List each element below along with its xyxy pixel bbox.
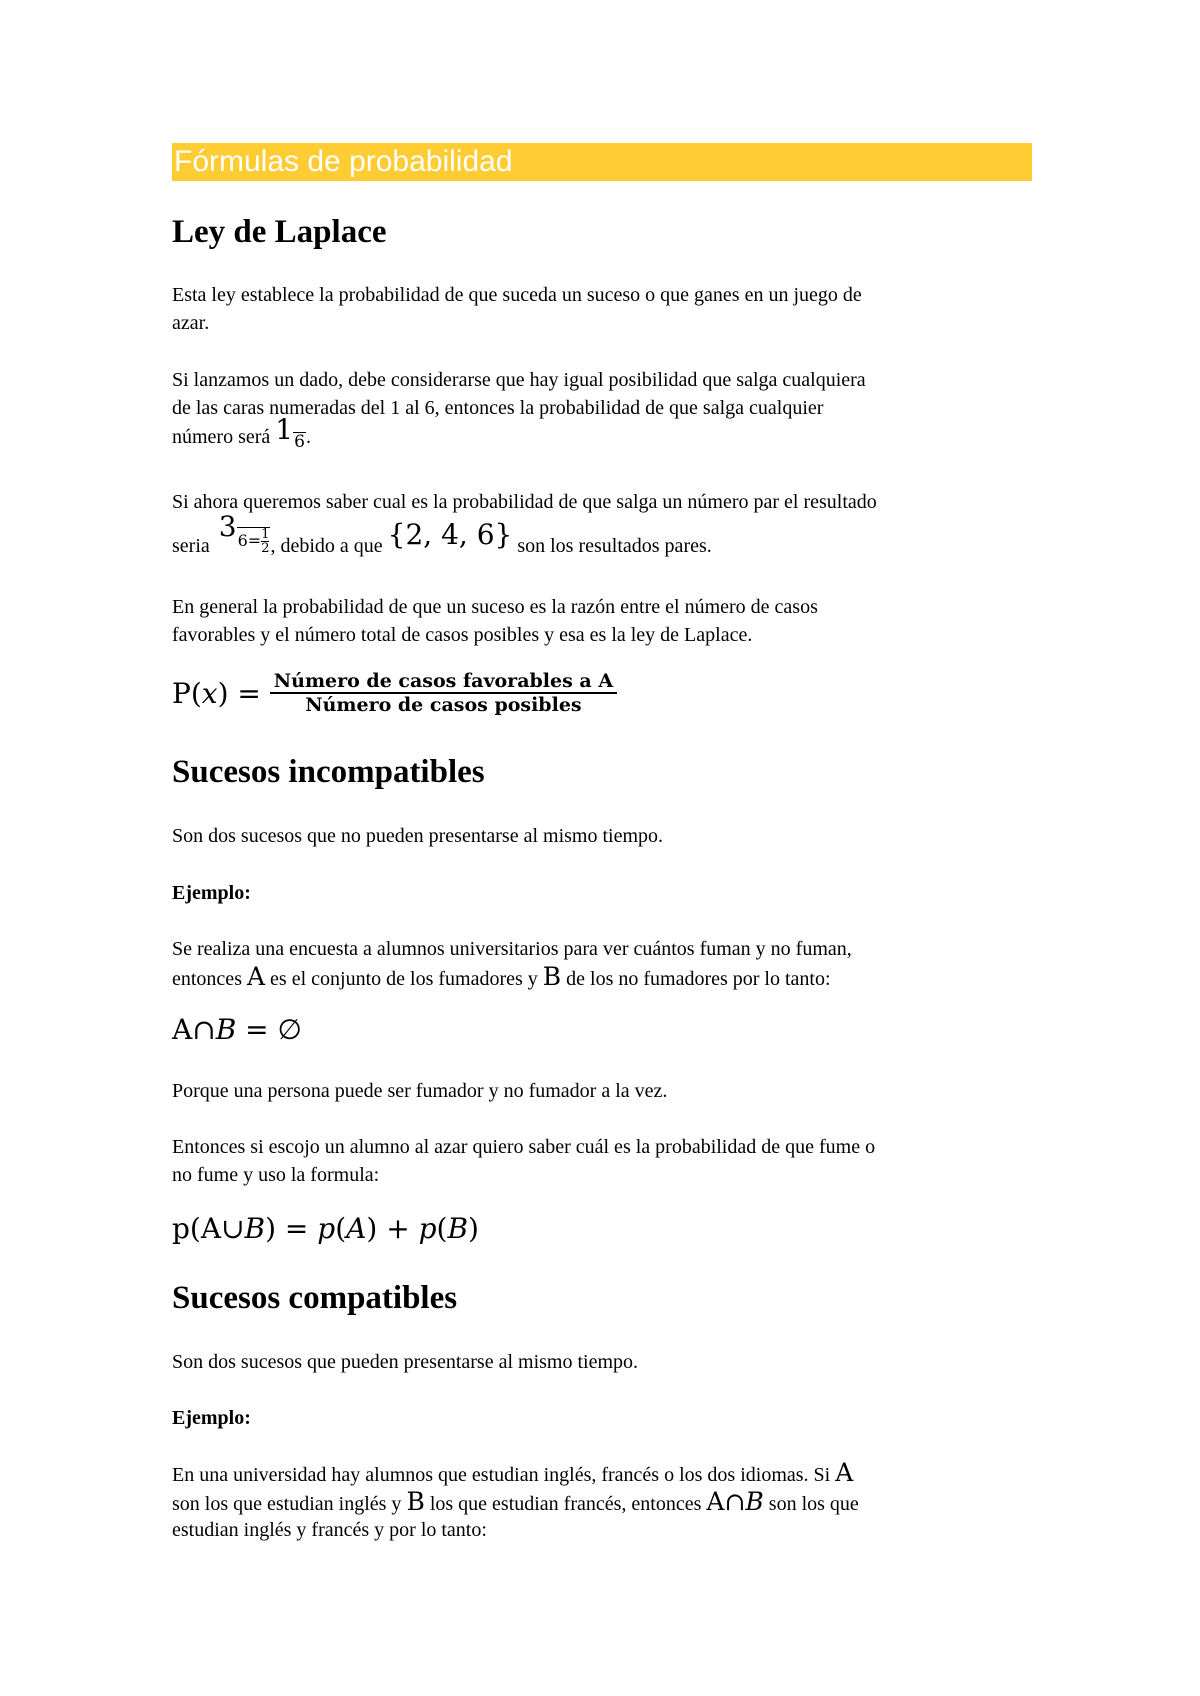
heading-laplace: Ley de Laplace [172, 214, 387, 250]
math-six-equals: 6= [237, 531, 262, 550]
text-run: seria [172, 535, 210, 557]
text-run: los que estudian francés, entonces [429, 1493, 702, 1515]
paragraph-line: Son dos sucesos que no pueden presentarse al mismo tiempo. [172, 825, 664, 847]
text-run: de los no fumadores por lo tanto: [566, 968, 831, 990]
paragraph-line: Entonces si escojo un alumno al azar quiero saber cuál es la probabilidad de que fume o [172, 1136, 876, 1158]
heading-incompatibles: Sucesos incompatibles [172, 754, 485, 790]
paragraph-line: Porque una persona puede ser fumador y no fumador a la vez. [172, 1080, 668, 1102]
paragraph-line [172, 413, 311, 452]
formula-part: A∩ [706, 1487, 746, 1516]
formula-denominator: Número de casos posibles [305, 694, 582, 716]
math-symbol-a: A [835, 1458, 854, 1487]
math-half [261, 528, 269, 555]
paragraph-line: favorables y el número total de casos posibles y esa es la ley de Laplace. [172, 624, 753, 646]
formula-numerator: Número de casos favorables a A [270, 670, 617, 694]
text-run: , debido a que [270, 535, 383, 557]
paragraph-line: estudian inglés y francés y por lo tanto: [172, 1519, 487, 1541]
math-set-even: {2, 4, 6} [387, 518, 513, 551]
text-run: En una universidad hay alumnos que estudian inglés, francés o los dos idiomas. Si [172, 1464, 831, 1486]
formula-union-sum [172, 1212, 479, 1245]
math-one-sixth [275, 413, 306, 452]
example-label: Ejemplo: [172, 882, 251, 904]
math-three-sixths [218, 510, 271, 556]
formula-part: ) [468, 1212, 479, 1245]
formula-part: B [244, 1212, 266, 1245]
math-fraction-part [237, 527, 271, 555]
text-run: son los que estudian inglés y [172, 1493, 402, 1515]
text-run: es el conjunto de los fumadores y [270, 968, 538, 990]
formula-intersection-empty [172, 1013, 302, 1046]
text-run: son los que [768, 1493, 859, 1515]
heading-compatibles: Sucesos compatibles [172, 1280, 458, 1316]
formula-fraction [270, 670, 617, 716]
math-symbol-b: B [406, 1487, 425, 1516]
math-numerator: 1 [275, 413, 294, 446]
paragraph-line: Se realiza una encuesta a alumnos universitarios para ver cuántos fuman y no fuman, [172, 938, 852, 960]
text-run: . [305, 426, 311, 448]
paragraph-line: En general la probabilidad de que un suceso es la razón entre el número de casos [172, 596, 818, 618]
formula-part: B [447, 1212, 469, 1245]
formula-part: B [215, 1013, 237, 1046]
paragraph-line: Si ahora queremos saber cual es la probabilidad de que salga un número par el resultado [172, 491, 877, 513]
formula-p: P( [172, 676, 202, 710]
formula-part: p [418, 1212, 437, 1245]
text-run: entonces [172, 968, 242, 990]
paragraph-line: de las caras numeradas del 1 al 6, entonces la probabilidad de que salga cualquier [172, 397, 824, 419]
text-run: número será [172, 426, 271, 448]
math-symbol-b: B [542, 962, 562, 991]
formula-part: ) + [366, 1212, 419, 1245]
math-denominator: 6 [294, 432, 305, 452]
paragraph-line [172, 1459, 853, 1489]
paragraph-line: Son dos sucesos que pueden presentarse al mismo tiempo. [172, 1351, 639, 1373]
banner-title: Fórmulas de probabilidad [174, 145, 513, 178]
math-half-num: 1 [261, 527, 270, 542]
math-three: 3 [218, 510, 237, 543]
laplace-formula [172, 670, 617, 716]
formula-part: ( [335, 1212, 347, 1245]
formula-part: = ∅ [236, 1013, 302, 1046]
paragraph-line: Esta ley establece la probabilidad de que suceda un suceso o que ganes en un juego de [172, 284, 862, 306]
formula-part: A∩ [172, 1013, 216, 1046]
formula-eq: ) = [217, 676, 261, 710]
paragraph-line: no fume y uso la formula: [172, 1164, 380, 1186]
formula-part: p(A∪ [172, 1212, 245, 1245]
formula-part: p [317, 1212, 336, 1245]
paragraph-line [172, 1488, 859, 1518]
formula-x: x [201, 676, 218, 710]
formula-part: A [346, 1212, 367, 1245]
formula-part: ) = [265, 1212, 318, 1245]
formula-lhs [172, 677, 261, 710]
paragraph-line: Si lanzamos un dado, debe considerarse que hay igual posibilidad que salga cualquiera [172, 369, 866, 391]
paragraph-line: azar. [172, 312, 210, 334]
title-banner [172, 143, 1032, 181]
paragraph-line [172, 963, 831, 993]
example-label: Ejemplo: [172, 1407, 251, 1429]
math-symbol-a: A [246, 962, 266, 991]
text-run: son los resultados pares. [517, 535, 712, 557]
math-half-den: 2 [261, 541, 270, 556]
paragraph-line [172, 510, 712, 557]
formula-part: ( [436, 1212, 448, 1245]
formula-part: B [745, 1487, 764, 1516]
math-symbol-a-intersect-b [706, 1487, 763, 1516]
